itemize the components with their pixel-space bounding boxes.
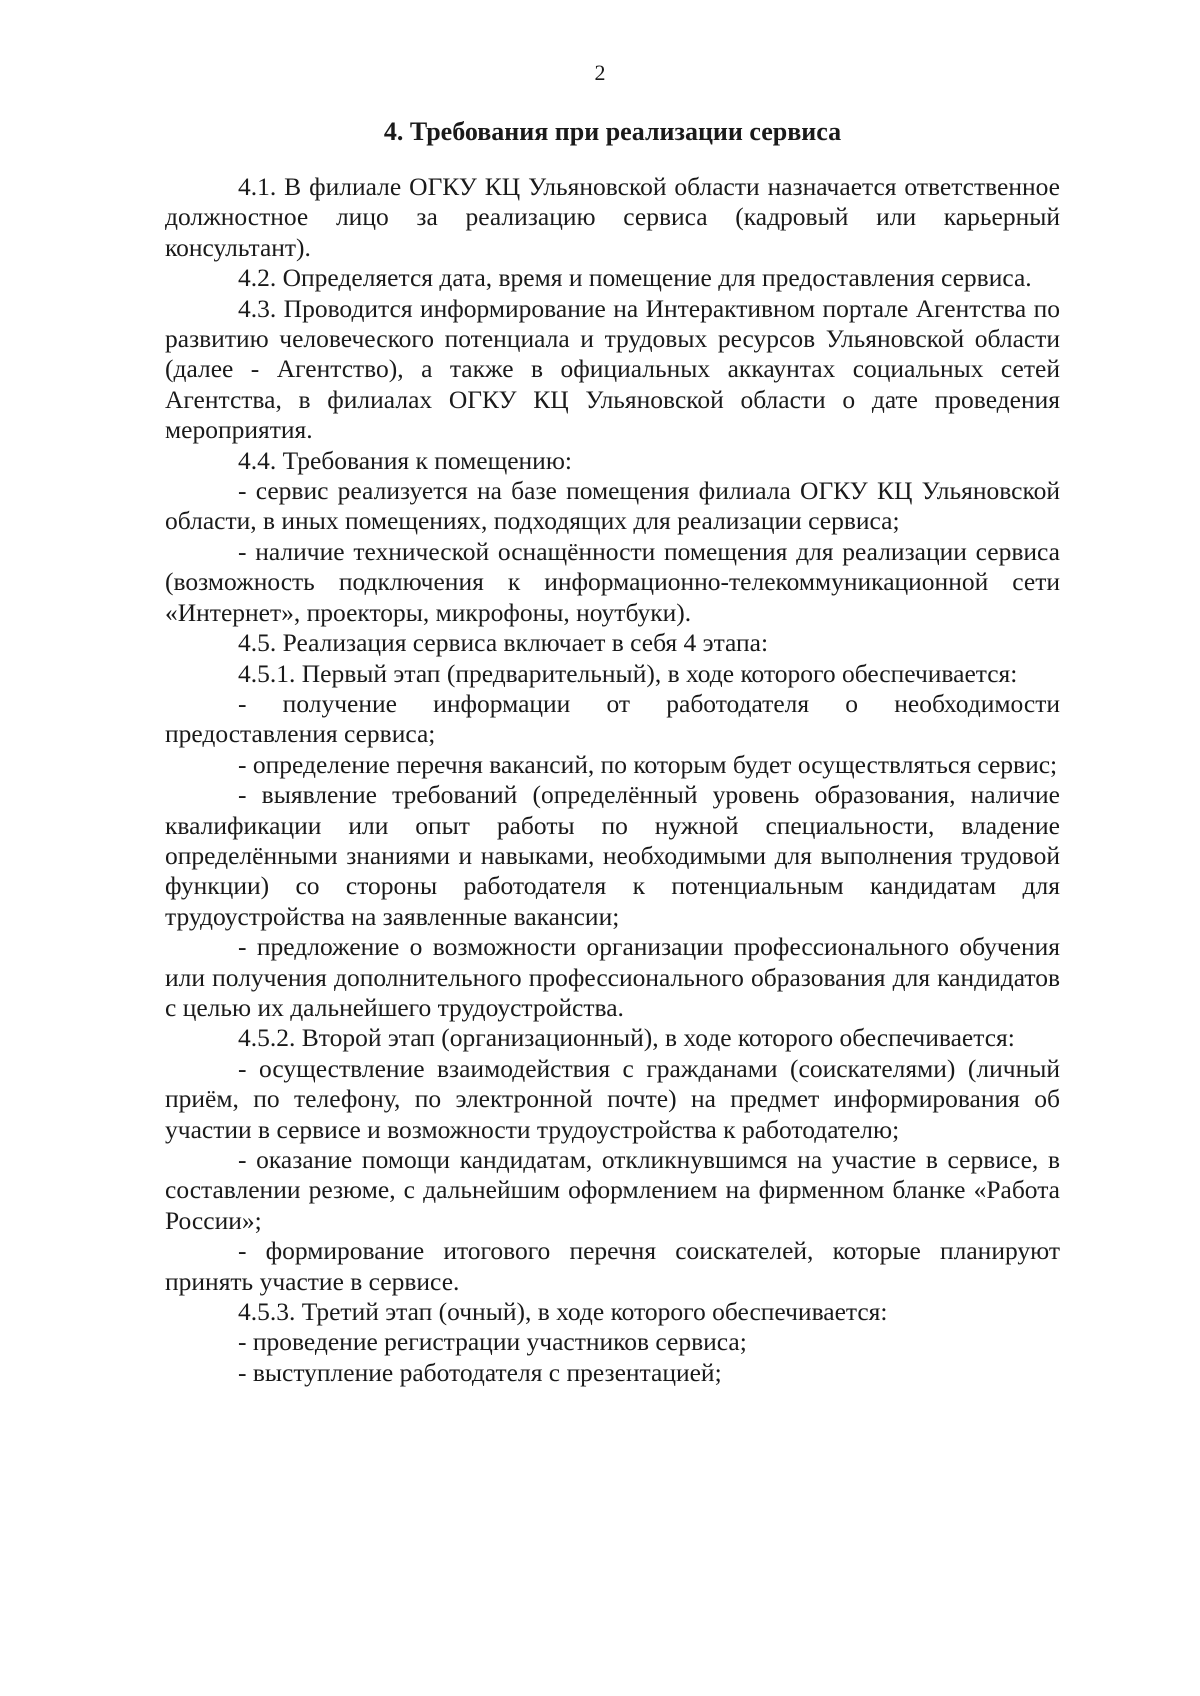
page-number: 2 xyxy=(594,60,606,85)
paragraph: 4.3. Проводится информирование на Интерактивном портале Агентства по развитию человеческого потенциала и трудовых ресурсов Ульяновской области (далее - Агентство), а также в официальных аккаунтах социальных сетей Агентства, в филиалах ОГКУ КЦ Ульяновской области о дате проведения мероприятия. xyxy=(165,293,1060,445)
paragraph: - наличие технической оснащённости помещения для реализации сервиса (возможность подключения к информационно-телекоммуникационной сети «Интернет», проекторы, микрофоны, ноутбуки). xyxy=(165,536,1060,627)
paragraph: 4.5.3. Третий этап (очный), в ходе которого обеспечивается: xyxy=(238,1297,888,1327)
paragraph: - определение перечня вакансий, по которым будет осуществляться сервис; xyxy=(238,749,1058,779)
paragraph: 4.1. В филиале ОГКУ КЦ Ульяновской области назначается ответственное должностное лицо за реализацию сервиса (кадровый или карьерный консультант). xyxy=(165,172,1060,262)
paragraph: 4.5.2. Второй этап (организационный), в ходе которого обеспечивается: xyxy=(238,1023,1015,1053)
paragraph: 4.5. Реализация сервиса включает в себя 4 этапа: xyxy=(238,628,769,658)
paragraph: 4.4. Требования к помещению: xyxy=(238,445,572,475)
paragraph: - получение информации от работодателя о необходимости предоставления сервиса; xyxy=(165,688,1060,749)
paragraph: 4.2. Определяется дата, время и помещение для предоставления сервиса. xyxy=(238,263,1032,293)
paragraph: - выявление требований (определённый уровень образования, наличие квалификации или опыт работы по нужной специальности, владение определёнными знаниями и навыками, необходимыми для выполнения трудовой функции) со стороны работодателя к потенциальным кандидатам для трудоустройства на заявленные вакансии; xyxy=(165,780,1060,931)
document-body xyxy=(165,172,1060,1388)
paragraph: 4.5.1. Первый этап (предварительный), в ходе которого обеспечивается: xyxy=(238,658,1018,688)
paragraph: - проведение регистрации участников сервиса; xyxy=(238,1327,747,1357)
paragraph: - осуществление взаимодействия с гражданами (соискателями) (личный приём, по телефону, по электронной почте) на предмет информирования об участии в сервисе и возможности трудоустройства к работодателю; xyxy=(165,1053,1060,1144)
paragraph: - формирование итогового перечня соискателей, которые планируют принять участие в сервисе. xyxy=(165,1236,1060,1296)
paragraph: - выступление работодателя с презентацией; xyxy=(238,1357,722,1387)
paragraph: - предложение о возможности организации профессионального обучения или получения дополнительного профессионального образования для кандидатов с целью их дальнейшего трудоустройства. xyxy=(165,932,1060,1022)
paragraph: - сервис реализуется на базе помещения филиала ОГКУ КЦ Ульяновской области, в иных помещениях, подходящих для реализации сервиса; xyxy=(165,476,1060,536)
section-heading: 4. Требования при реализации сервиса xyxy=(383,117,842,146)
paragraph: - оказание помощи кандидатам, откликнувшимся на участие в сервисе, в составлении резюме, с дальнейшим оформлением на фирменном бланке «Работа России»; xyxy=(165,1145,1060,1235)
